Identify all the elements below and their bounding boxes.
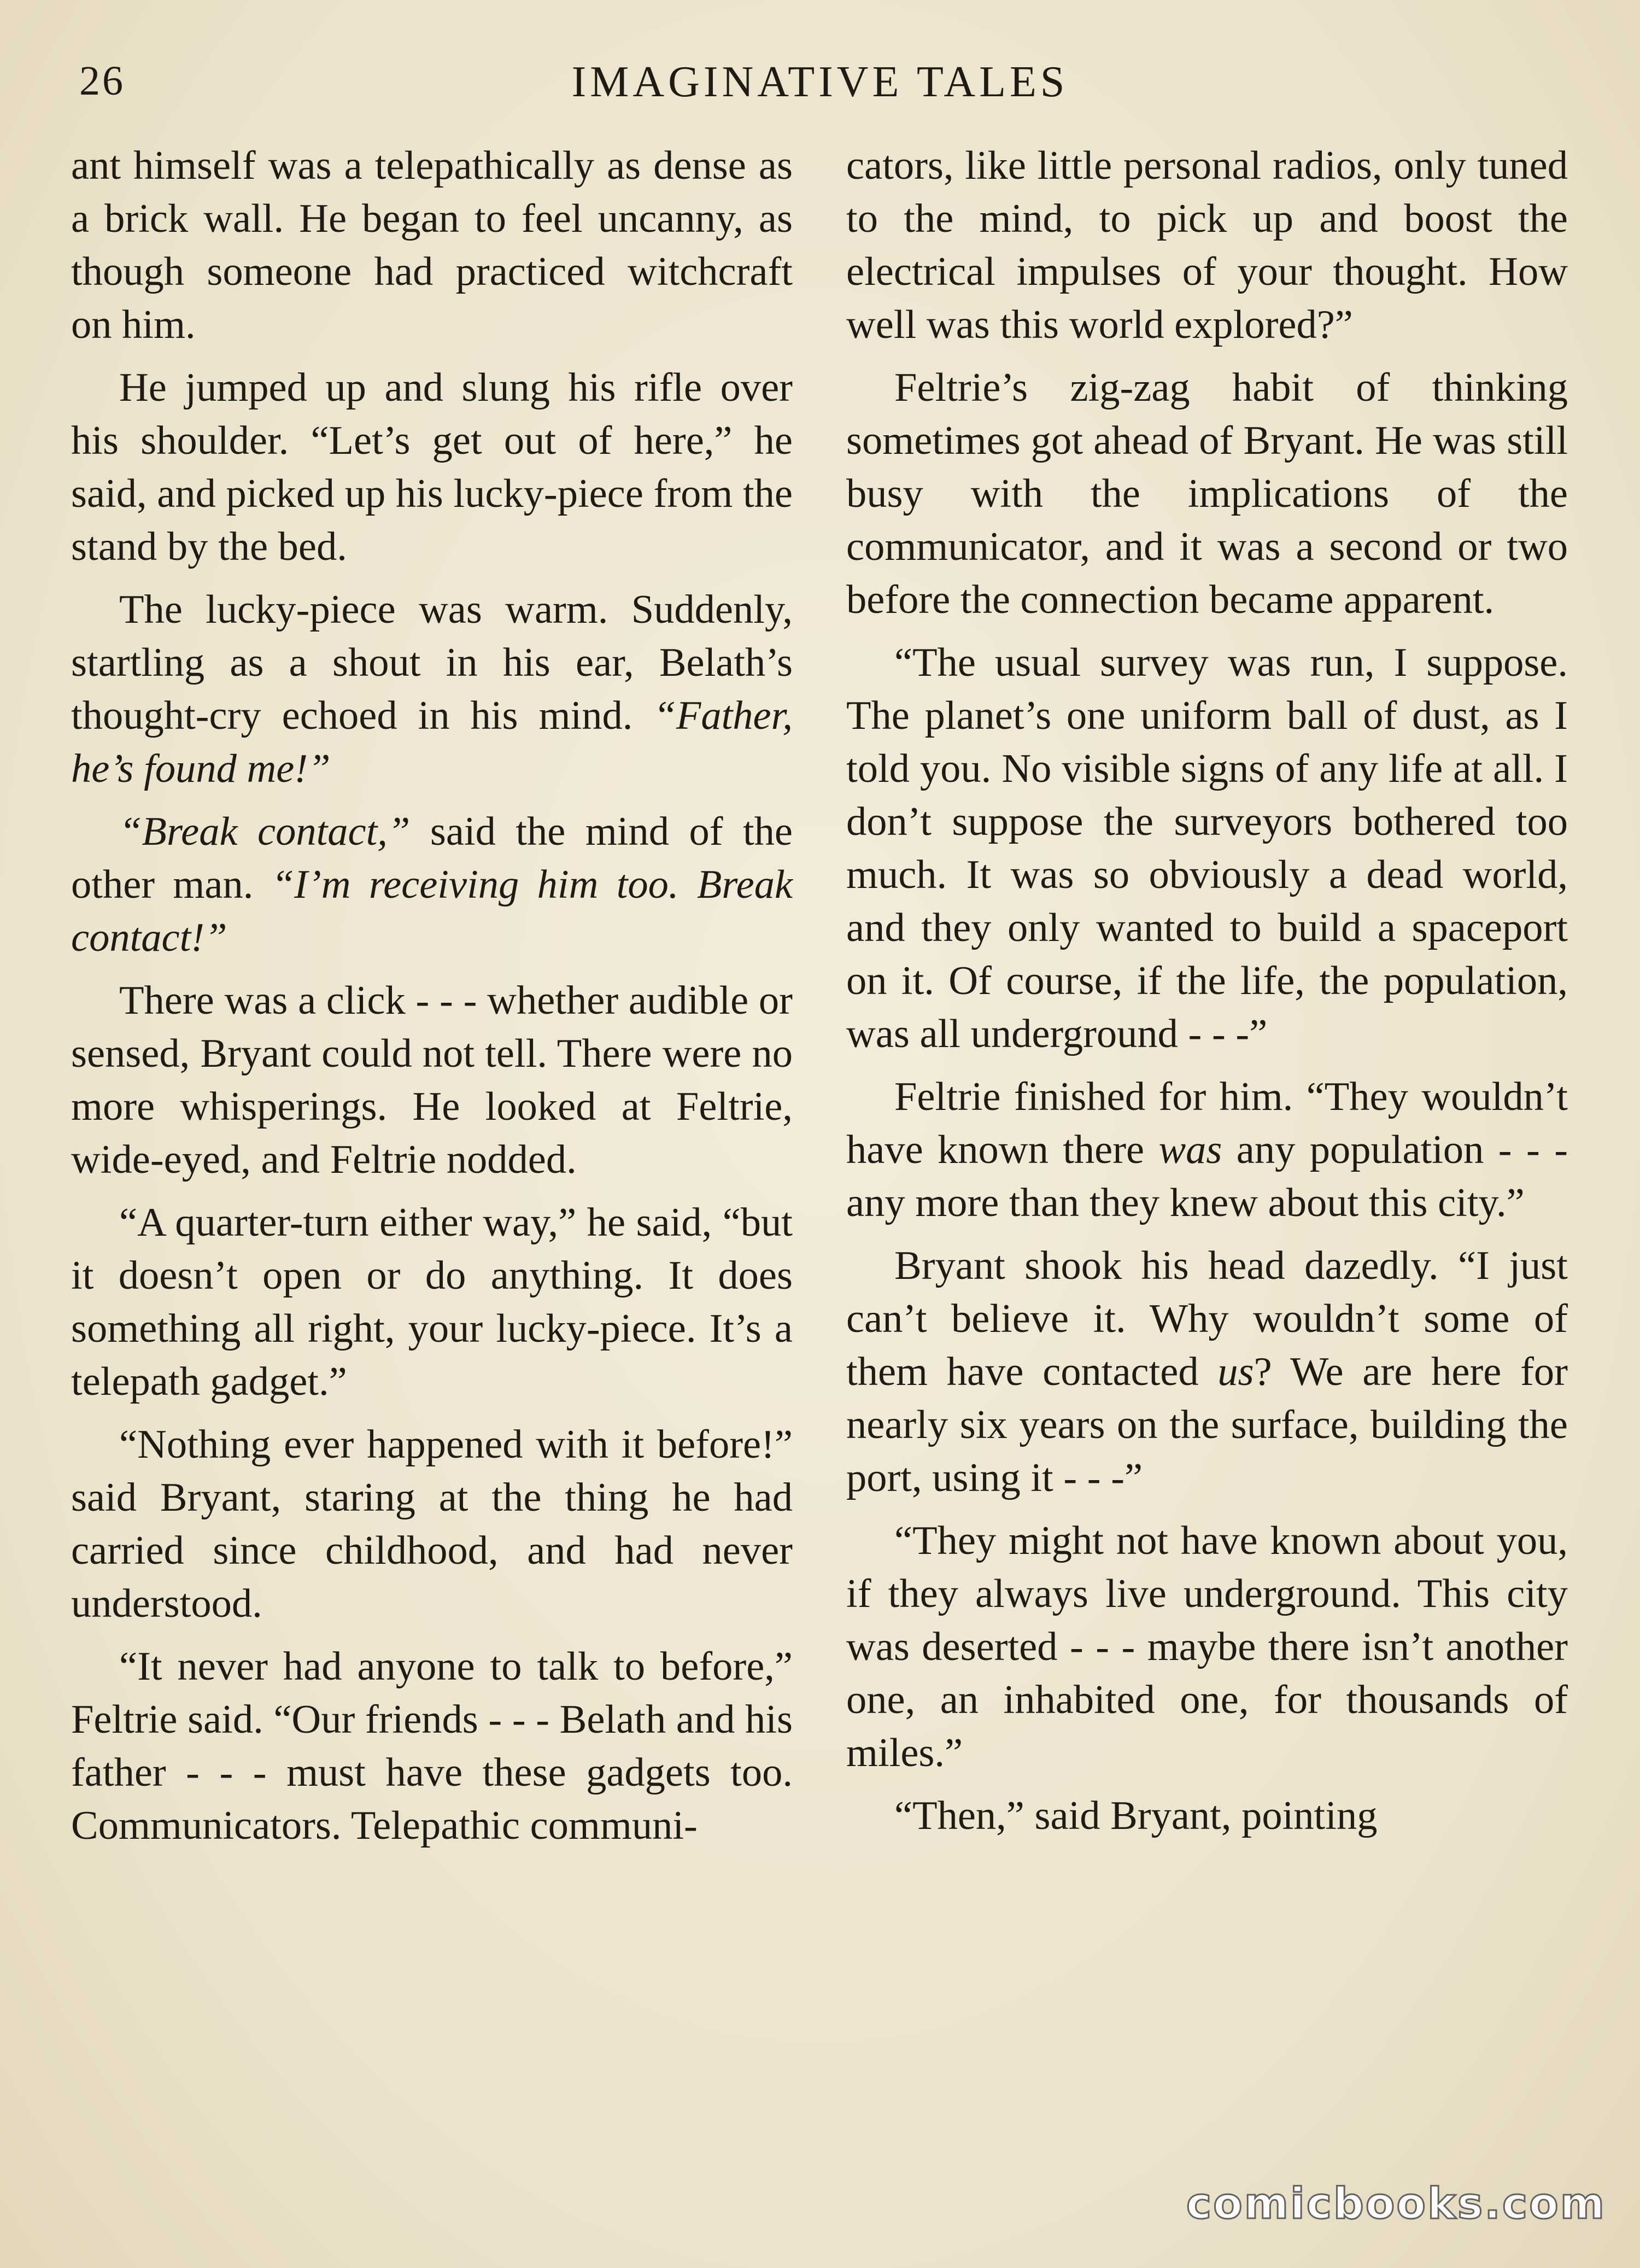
italic-text: us <box>1217 1349 1254 1394</box>
paragraph: “It never had anyone to talk to before,” Feltrie said. “Our friends - - - Belath and his father - - - must have these gadgets too. Communicators. Telepathic communi- <box>71 1644 793 1848</box>
paragraph: “The usual survey was run, I suppose. The planet’s one uniform ball of dust, as I told you. No visible signs of any life at all. I don’t suppose the surveyors bothered too much. It was so obviously a dead world, and they only wanted to build a spaceport on it. Of course, if the life, the population, was all underground - - -” <box>846 640 1568 1056</box>
paragraph: “Nothing ever happened with it before!” said Bryant, staring at the thing he had carried since childhood, and had never understood. <box>71 1422 793 1626</box>
paragraph-text: The lucky-piece was warm. Suddenly, startling as a shout in his ear, Belath’s thought-cry echoed in his mind. <box>71 587 793 738</box>
paragraph: cators, like little personal radios, only tuned to the mind, to pick up and boost the electrical impulses of your thought. How well was this world explored?” <box>846 143 1568 347</box>
right-column <box>846 139 1568 1852</box>
paragraph-text: ? We are here for nearly six years on the surface, building the port, using it - - -” <box>846 1349 1568 1500</box>
left-column <box>71 139 793 1862</box>
paragraph: He jumped up and slung his rifle over his shoulder. “Let’s get out of here,” he said, and picked up his lucky-piece from the stand by the bed. <box>71 365 793 569</box>
paragraph <box>846 1240 1568 1505</box>
paragraph <box>71 805 793 965</box>
paragraph-text: Bryant shook his head dazedly. “I just can’t believe it. Why wouldn’t some of them have contacted <box>846 1243 1568 1394</box>
page-header <box>71 52 1569 123</box>
paragraph: ant himself was a telepathically as dense as a brick wall. He began to feel uncanny, as though someone had practiced witchcraft on him. <box>71 143 793 347</box>
paragraph-text: said the mind of the other man. <box>71 809 793 907</box>
magazine-title: IMAGINATIVE TALES <box>571 58 1069 106</box>
paragraph: “They might not have known about you, if they always live underground. This city was deserted - - - maybe there isn’t another one, an inhabited one, for thousands of miles.” <box>846 1518 1568 1775</box>
italic-text: “Break contact,” <box>119 809 411 854</box>
page-number: 26 <box>79 58 125 104</box>
paragraph: There was a click - - - whether audible or sensed, Bryant could not tell. There were no more whisperings. He looked at Feltrie, wide-eyed, and Feltrie nodded. <box>71 978 793 1182</box>
watermark-logo: comicbooks.com <box>1186 2179 1606 2229</box>
italic-text: was <box>1158 1127 1222 1172</box>
italic-text: “Father, he’s found me!” <box>71 693 793 791</box>
paragraph-text: any population - - - any more than they knew about this city.” <box>846 1127 1568 1225</box>
paragraph: “Then,” said Bryant, pointing <box>894 1793 1378 1838</box>
italic-text: “I’m receiving him too. Break contact!” <box>71 862 793 960</box>
paragraph: “A quarter-turn either way,” he said, “but it doesn’t open or do anything. It does something all right, your lucky-piece. It’s a telepath gadget.” <box>71 1200 793 1404</box>
paragraph <box>846 1071 1568 1230</box>
paragraph-text: Feltrie finished for him. “They wouldn’t have known there <box>846 1074 1568 1172</box>
paragraph: Feltrie’s zig-zag habit of thinking sometimes got ahead of Bryant. He was still busy with the implications of the communicator, and it was a second or two before the connection became apparent. <box>846 365 1568 622</box>
paragraph <box>71 583 793 796</box>
